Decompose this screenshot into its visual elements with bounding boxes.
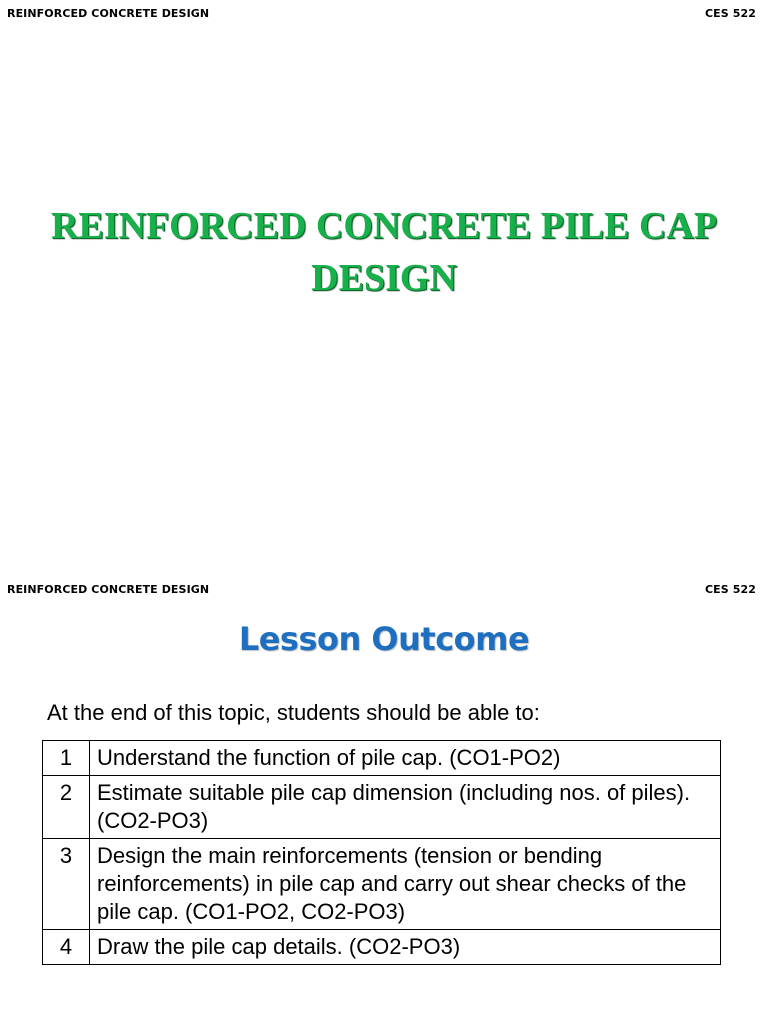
table-row (43, 930, 721, 965)
outcome-text: Estimate suitable pile cap dimension (including nos. of piles). (CO2-PO3) (90, 776, 721, 839)
outcome-text: Draw the pile cap details. (CO2-PO3) (90, 930, 721, 965)
outcome-number: 2 (43, 776, 90, 839)
header-course-name: REINFORCED CONCRETE DESIGN (7, 583, 210, 596)
header-course-code: CES 522 (704, 583, 756, 596)
intro-text: At the end of this topic, students should be able to: (47, 700, 540, 725)
slide-title-line-1: REINFORCED CONCRETE PILE CAP (50, 205, 718, 247)
header-course-code: CES 522 (704, 7, 756, 20)
outcome-table (42, 740, 721, 965)
table-row (43, 741, 721, 776)
outcome-number: 1 (43, 741, 90, 776)
slide-title (0, 200, 768, 304)
slide-title-line-2: DESIGN (311, 257, 457, 299)
header-course-name: REINFORCED CONCRETE DESIGN (7, 7, 210, 20)
outcome-number: 4 (43, 930, 90, 965)
lesson-outcome-title: Lesson Outcome (238, 620, 530, 658)
table-row (43, 776, 721, 839)
outcome-number: 3 (43, 839, 90, 930)
table-row (43, 839, 721, 930)
slide-2 (0, 576, 768, 1024)
outcome-text: Understand the function of pile cap. (CO1-PO2) (90, 741, 721, 776)
outcome-text: Design the main reinforcements (tension or bending reinforcements) in pile cap and carry out shear checks of the pile cap. (CO1-PO2, CO2-PO3) (90, 839, 721, 930)
